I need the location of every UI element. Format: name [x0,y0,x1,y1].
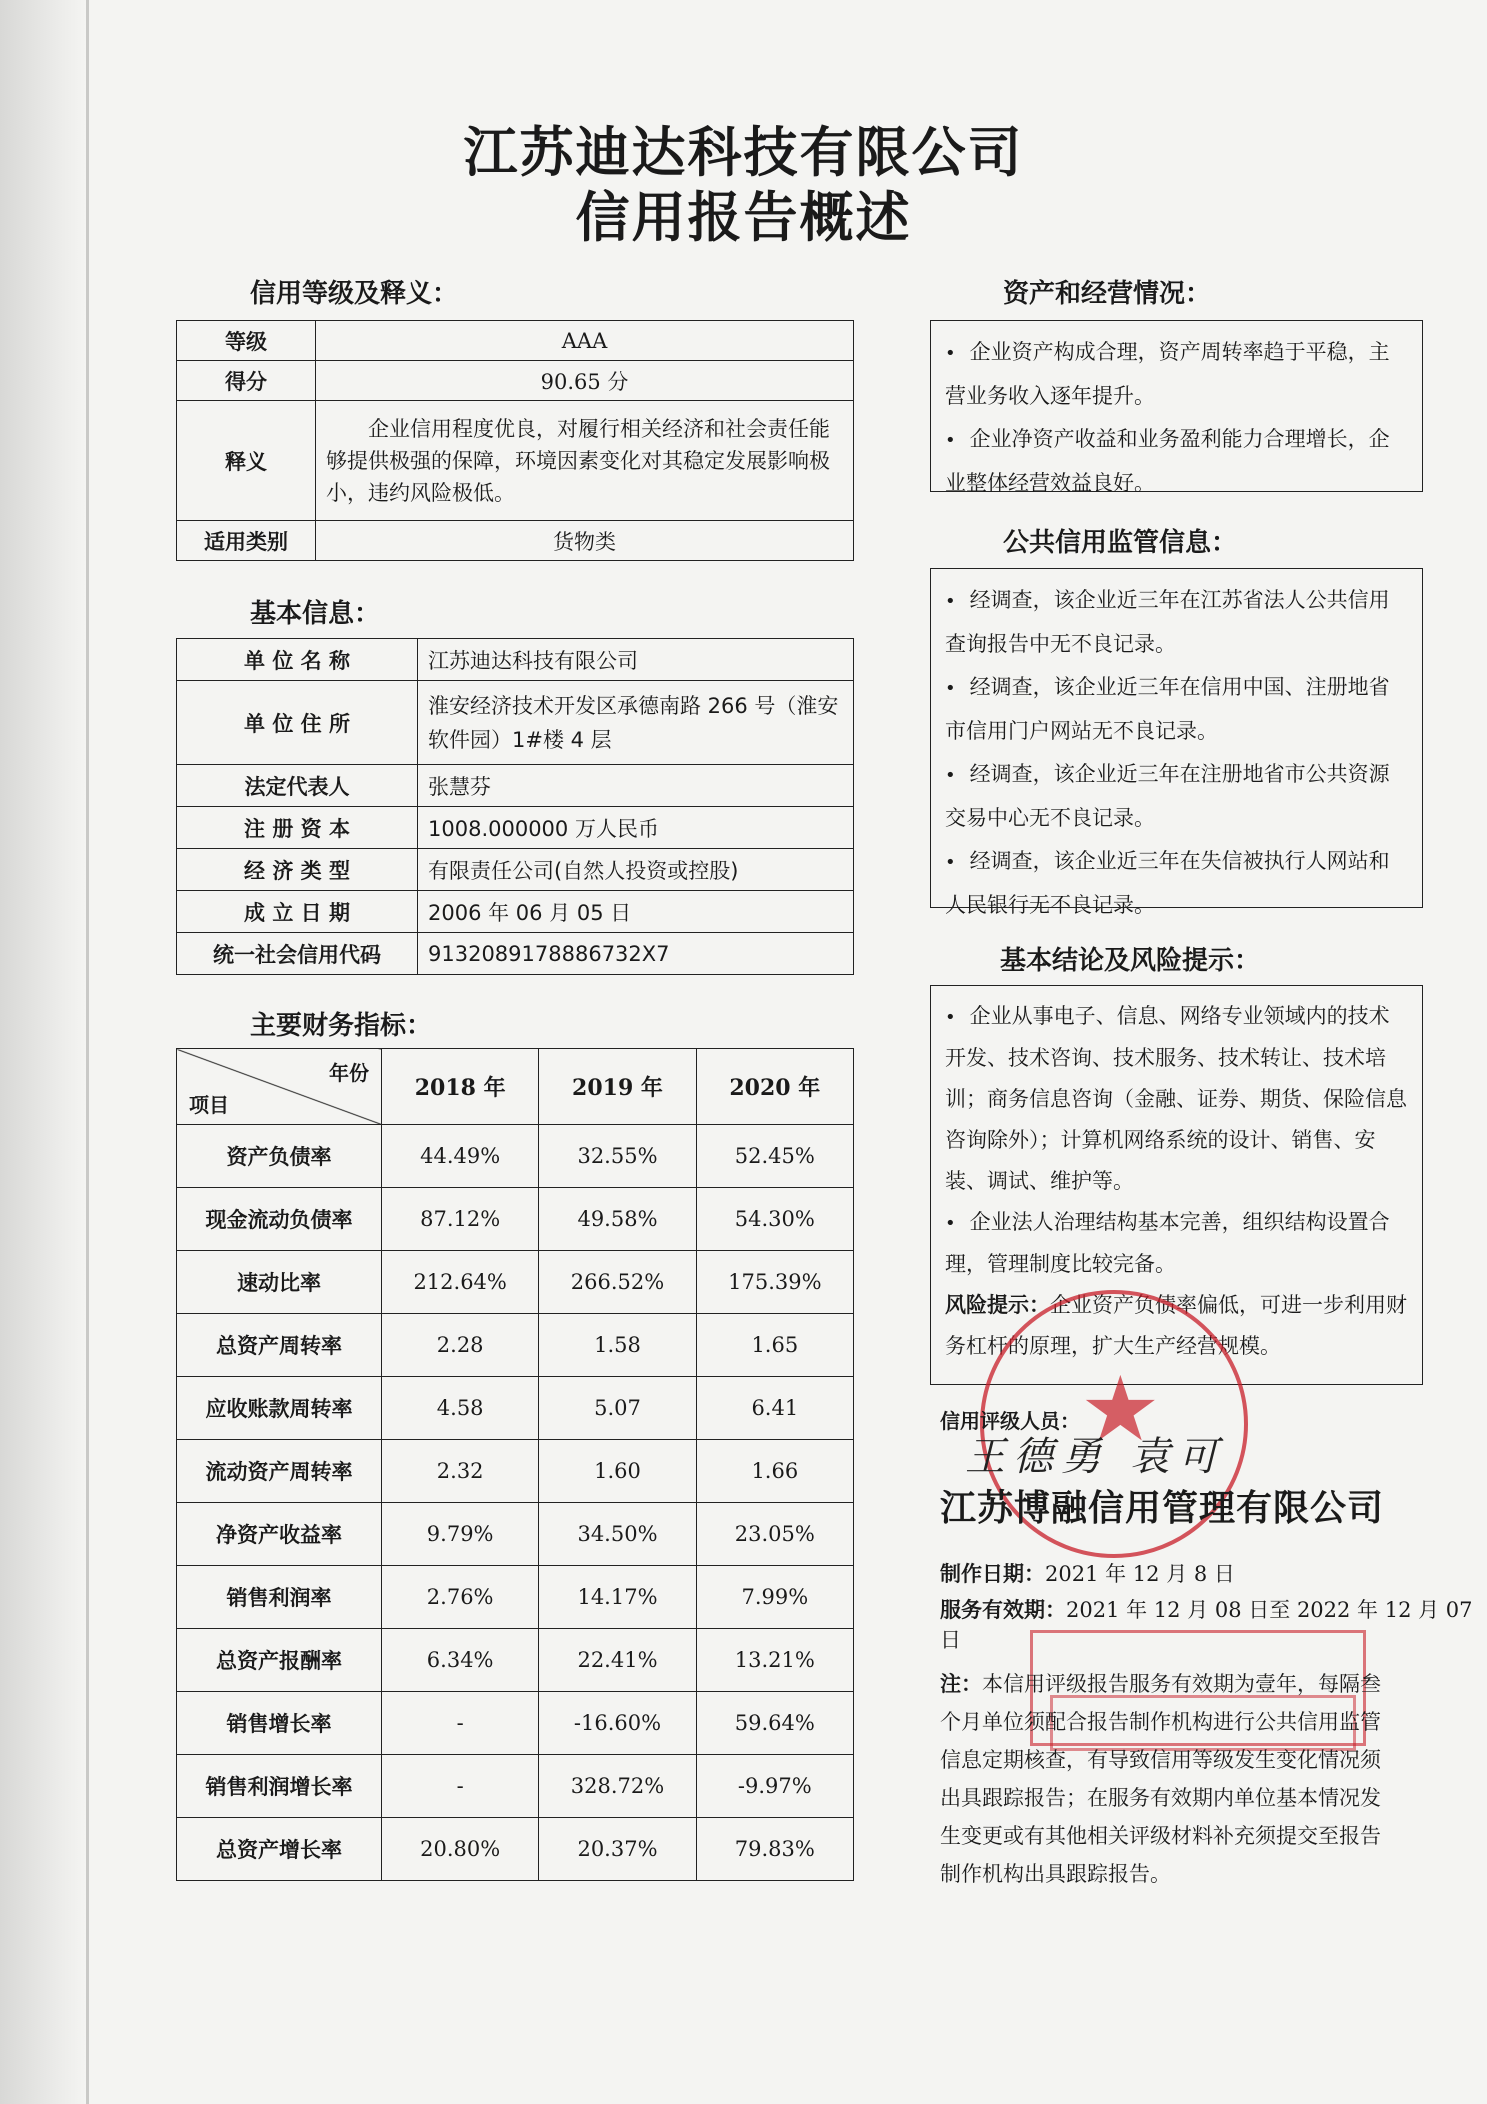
assets-heading: 资产和经营情况： [1003,279,1212,309]
basic-label: 单 位 名 称 [177,639,418,681]
metric-value: 13.21% [696,1629,853,1692]
header-year-label: 年份 [329,1061,369,1085]
table-row [177,1440,854,1503]
assets-item: • 企业净资产收益和业务盈利能力合理增长，企业整体经营效益良好。 [945,418,1408,505]
basic-value: 9132089178886732X7 [418,933,854,975]
basic-label: 经 济 类 型 [177,849,418,891]
basic-value: 江苏迪达科技有限公司 [418,639,854,681]
metric-name: 应收账款周转率 [177,1377,382,1440]
metric-name: 总资产报酬率 [177,1629,382,1692]
metric-value: 266.52% [539,1251,696,1314]
metric-value: 6.41 [696,1377,853,1440]
table-row [177,1314,854,1377]
metric-value: - [382,1692,539,1755]
assets-box [930,320,1423,495]
metric-value: 212.64% [382,1251,539,1314]
conclusion-heading: 基本结论及风险提示： [1000,946,1261,976]
metric-name: 净资产收益率 [177,1503,382,1566]
metric-value: 1.60 [539,1440,696,1503]
date-value: 2021 年 12 月 8 日 [1045,1562,1235,1586]
metric-value: 1.65 [696,1314,853,1377]
page-binding-edge [0,0,86,2104]
basic-value: 2006 年 06 月 05 日 [418,891,854,933]
metric-name: 总资产增长率 [177,1818,382,1881]
report-title: 江苏迪达科技有限公司 [463,121,1024,184]
metric-value: 49.58% [539,1188,696,1251]
note-text: 本信用评级报告服务有效期为壹年，每隔叁个月单位须配合报告制作机构进行公共信用监管信息定期核查，有导致信用等级发生变化情况须出具跟踪报告；在服务有效期内单位基本情况发生变更或有其他相关评级材料补充须提交至报告制作机构出具跟踪报告。 [940,1672,1381,1886]
valid-line [940,1594,1487,1654]
metric-value: 175.39% [696,1251,853,1314]
table-row [177,1692,854,1755]
table-row [177,1503,854,1566]
finance-heading: 主要财务指标： [250,1011,433,1041]
issuer-company: 江苏博融信用管理有限公司 [940,1488,1385,1529]
basic-heading: 基本信息： [250,599,381,629]
metric-value: 22.41% [539,1629,696,1692]
public-item: • 经调查，该企业近三年在信用中国、注册地省市信用门户网站无不良记录。 [945,666,1408,753]
metric-value: 34.50% [539,1503,696,1566]
year-header: 2019 年 [539,1049,696,1125]
valid-label: 服务有效期： [940,1598,1066,1622]
report-subtitle: 信用报告概述 [575,186,912,249]
metric-value: 52.45% [696,1125,853,1188]
metric-name: 现金流动负债率 [177,1188,382,1251]
conclusion-item: • 企业从事电子、信息、网络专业领域内的技术开发、技术咨询、技术服务、技术转让、技术培训；商务信息咨询（金融、证券、期货、保险信息咨询除外）；计算机网络系统的设计、销售、安装、调试、维护等。 [945,996,1408,1202]
metric-value: 20.80% [382,1818,539,1881]
credit-value: 货物类 [316,521,854,561]
table-row [177,1188,854,1251]
metric-value: 87.12% [382,1188,539,1251]
metric-name: 销售利润率 [177,1566,382,1629]
credit-heading: 信用等级及释义： [250,279,459,309]
basic-label: 单 位 住 所 [177,681,418,765]
credit-value: 企业信用程度优良，对履行相关经济和社会责任能够提供极强的保障，环境因素变化对其稳定发展影响极小，违约风险极低。 [316,401,854,521]
risk-label: 风险提示： [945,1293,1050,1317]
metric-value: 14.17% [539,1566,696,1629]
metric-value: 7.99% [696,1566,853,1629]
metric-value: 23.05% [696,1503,853,1566]
credit-table [176,320,854,561]
basic-label: 统一社会信用代码 [177,933,418,975]
metric-value: 2.28 [382,1314,539,1377]
metric-value: 328.72% [539,1755,696,1818]
credit-label: 得分 [177,361,316,401]
assets-item: • 企业资产构成合理，资产周转率趋于平稳，主营业务收入逐年提升。 [945,331,1408,418]
credit-label: 适用类别 [177,521,316,561]
basic-value: 有限责任公司(自然人投资或控股) [418,849,854,891]
public-item: • 经调查，该企业近三年在注册地省市公共资源交易中心无不良记录。 [945,753,1408,840]
table-row [177,1629,854,1692]
metric-value: 44.49% [382,1125,539,1188]
metric-value: 4.58 [382,1377,539,1440]
public-item: • 经调查，该企业近三年在失信被执行人网站和人民银行无不良记录。 [945,840,1408,927]
metric-value: 1.58 [539,1314,696,1377]
public-item: • 经调查，该企业近三年在江苏省法人公共信用查询报告中无不良记录。 [945,579,1408,666]
date-line [940,1558,1235,1588]
year-header: 2020 年 [696,1049,853,1125]
metric-value: 9.79% [382,1503,539,1566]
conclusion-item: • 企业法人治理结构基本完善，组织结构设置合理，管理制度比较完备。 [945,1202,1408,1285]
basic-label: 注 册 资 本 [177,807,418,849]
seal-star-icon: ★ [1080,1357,1161,1462]
metric-value: 32.55% [539,1125,696,1188]
metric-value: - [382,1755,539,1818]
metric-name: 流动资产周转率 [177,1440,382,1503]
header-item-label: 项目 [189,1093,229,1117]
basic-table [176,638,854,975]
table-row [177,1818,854,1881]
basic-value: 淮安经济技术开发区承德南路 266 号（淮安软件园）1#楼 4 层 [418,681,854,765]
table-row [177,1755,854,1818]
valid-value: 2021 年 12 月 08 日至 2022 年 12 月 07 日 [940,1598,1473,1652]
metric-value: 54.30% [696,1188,853,1251]
metric-value: 79.83% [696,1818,853,1881]
basic-value: 张慧芬 [418,765,854,807]
public-box [930,568,1423,917]
metric-value: 2.76% [382,1566,539,1629]
credit-value: AAA [316,321,854,361]
table-row [177,1566,854,1629]
finance-table [176,1048,854,1881]
year-header: 2018 年 [382,1049,539,1125]
basic-value: 1008.000000 万人民币 [418,807,854,849]
date-label: 制作日期： [940,1562,1045,1586]
metric-value: -9.97% [696,1755,853,1818]
metric-value: -16.60% [539,1692,696,1755]
table-row [177,1377,854,1440]
rater-label: 信用评级人员： [940,1409,1080,1433]
credit-label: 释义 [177,401,316,521]
metric-value: 6.34% [382,1629,539,1692]
credit-label: 等级 [177,321,316,361]
table-row [177,1125,854,1188]
risk-text: 企业资产负债率偏低，可进一步利用财务杠杆的原理，扩大生产经营规模。 [945,1293,1407,1358]
metric-value: 1.66 [696,1440,853,1503]
basic-label: 法定代表人 [177,765,418,807]
metric-name: 总资产周转率 [177,1314,382,1377]
footnote [940,1665,1400,1893]
note-label: 注： [940,1672,982,1696]
public-heading: 公共信用监管信息： [1003,528,1238,558]
metric-value: 2.32 [382,1440,539,1503]
metric-value: 59.64% [696,1692,853,1755]
metric-name: 销售增长率 [177,1692,382,1755]
finance-header-corner [177,1049,382,1125]
metric-name: 资产负债率 [177,1125,382,1188]
credit-value: 90.65 分 [316,361,854,401]
metric-value: 20.37% [539,1818,696,1881]
table-row [177,1251,854,1314]
basic-label: 成 立 日 期 [177,891,418,933]
metric-name: 速动比率 [177,1251,382,1314]
metric-value: 5.07 [539,1377,696,1440]
metric-name: 销售利润增长率 [177,1755,382,1818]
rater-signature: 王德勇 袁可 [965,1434,1226,1480]
